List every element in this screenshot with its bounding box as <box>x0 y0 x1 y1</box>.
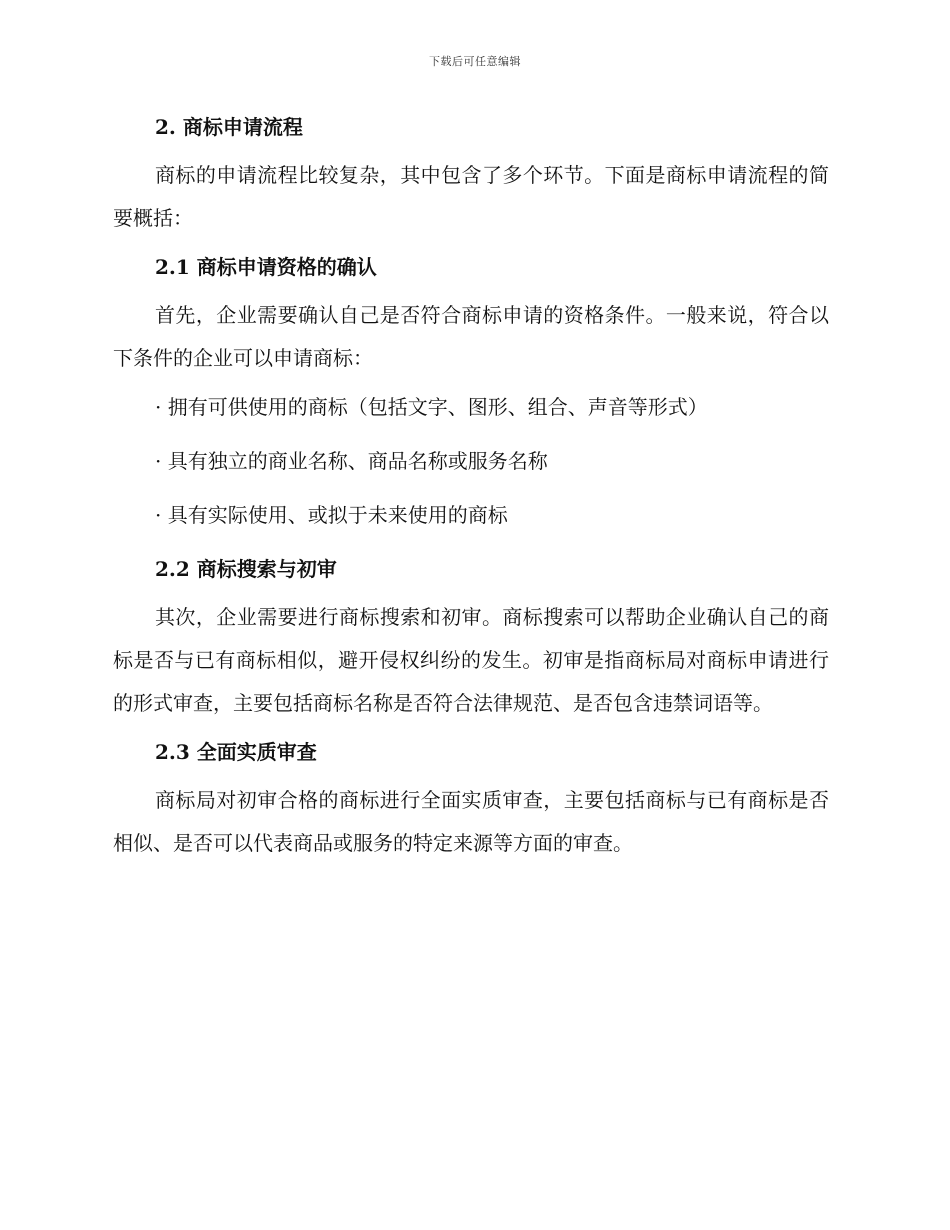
section-2-2-heading: 2.2 商标搜索与初审 <box>155 557 337 581</box>
document-body <box>113 110 829 875</box>
section-2-intro: 商标的申请流程比较复杂，其中包含了多个环节。下面是商标申请流程的简要概括： <box>113 163 829 230</box>
section-2-1-body: 首先，企业需要确认自己是否符合商标申请的资格条件。一般来说，符合以下条件的企业可以申请商标： <box>113 303 829 370</box>
section-2-2-body: 其次，企业需要进行商标搜索和初审。商标搜索可以帮助企业确认自己的商标是否与已有商标相似，避开侵权纠纷的发生。初审是指商标局对商标申请进行的形式审查，主要包括商标名称是否符合法律规范、是否包含违禁词语等。 <box>113 605 829 715</box>
bullet-item: · 具有实际使用、或拟于未来使用的商标 <box>155 503 508 527</box>
bullet-item: · 具有独立的商业名称、商品名称或服务名称 <box>155 449 548 473</box>
section-2-heading: 2. 商标申请流程 <box>155 115 303 139</box>
bullet-item: · 拥有可供使用的商标（包括文字、图形、组合、声音等形式） <box>155 395 708 419</box>
section-2-3-heading: 2.3 全面实质审查 <box>155 740 317 764</box>
page-header: 下载后可任意编辑 <box>429 55 521 68</box>
section-2-1-heading: 2.1 商标申请资格的确认 <box>155 255 377 279</box>
section-2-3-body: 商标局对初审合格的商标进行全面实质审查，主要包括商标与已有商标是否相似、是否可以代表商品或服务的特定来源等方面的审查。 <box>113 788 829 855</box>
